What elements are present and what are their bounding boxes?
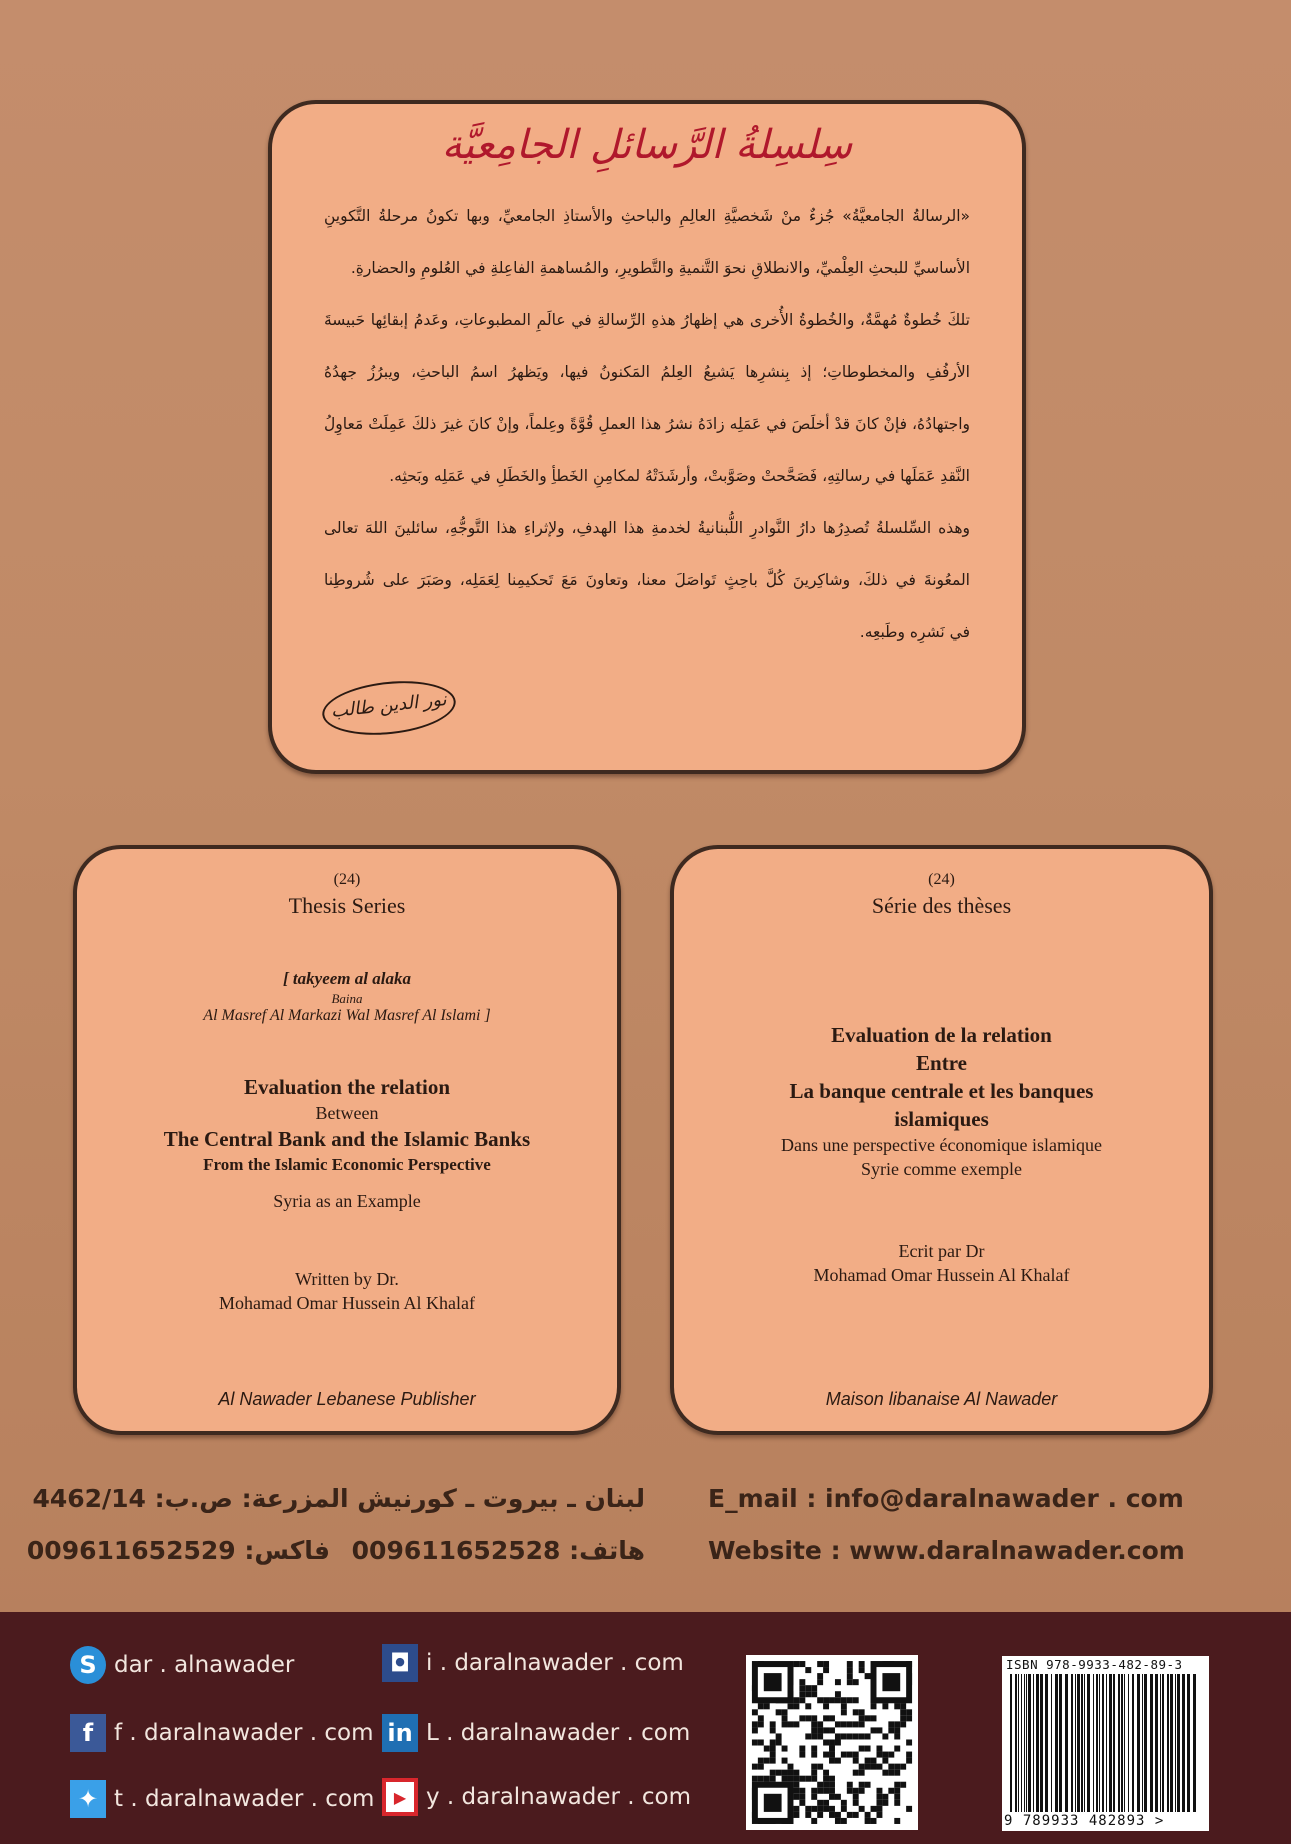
- isbn-barcode: [1002, 1656, 1209, 1831]
- twitter-icon: ✦: [70, 1780, 106, 1818]
- author: Mohamad Omar Hussein Al Khalaf: [219, 1293, 475, 1313]
- series-description-box: [268, 100, 1026, 774]
- social-label: f . daralnawader . com: [114, 1720, 374, 1746]
- paragraph-line: الأساسيِّ للبحثِ العِلْميِّ، والانطلاقِ نحوَ التَّنميةِ والتَّطويرِ، والمُساهمةِ الفاعِلةِ في العُلومِ والحضارةِ.: [350, 259, 970, 277]
- paragraph-line: الأرفُفِ والمخطوطاتِ؛ إذ بِنشرِها يَشيعُ العِلمُ المَكنونُ فيها، ويَظهرُ اسمُ الباحثِ، ويبرُزُ جهدُهُ: [324, 363, 970, 381]
- title-line-4: From the Islamic Economic Perspective: [203, 1155, 491, 1174]
- social-link-instagram[interactable]: [382, 1644, 684, 1682]
- publisher: Al Nawader Lebanese Publisher: [218, 1389, 476, 1409]
- paragraph-line: في نَشرِه وطَبعِه.: [859, 623, 970, 641]
- isbn-digits: 9 789933 482893 >: [1004, 1813, 1165, 1829]
- title-line-3: La banque centrale et les banques: [789, 1079, 1094, 1103]
- subtitle-1: Dans une perspective économique islamique: [781, 1135, 1102, 1155]
- transliteration-baina: Baina: [331, 991, 363, 1006]
- social-link-skype[interactable]: [70, 1646, 294, 1684]
- address: لبنان ـ بيروت ـ كورنيش المزرعة: ص.ب: 4462/14: [32, 1484, 645, 1513]
- title-line-2: Between: [315, 1103, 379, 1123]
- transliteration: [ takyeem al alaka: [283, 969, 411, 988]
- title-line-2: Entre: [916, 1051, 967, 1075]
- series-name: Série des thèses: [871, 893, 1012, 918]
- written-by: Ecrit par Dr: [898, 1241, 985, 1261]
- youtube-icon: ▶: [382, 1778, 418, 1816]
- series-title: سِلسِلةُ الرَّسائلِ الجامِعيَّة: [441, 122, 853, 168]
- facebook-icon: f: [70, 1714, 106, 1752]
- social-label: L . daralnawader . com: [426, 1720, 691, 1746]
- fax: فاكس: 009611652529: [26, 1536, 330, 1565]
- phone: هاتف: 009611652528: [351, 1536, 645, 1565]
- series-description-text: [324, 190, 970, 658]
- english-title-box: [73, 845, 621, 1435]
- social-link-twitter[interactable]: [70, 1780, 374, 1818]
- social-label: t . daralnawader . com: [114, 1786, 375, 1812]
- social-label: dar . alnawader: [114, 1652, 295, 1678]
- instagram-icon: ◘: [382, 1644, 418, 1682]
- title-line-4: islamiques: [894, 1107, 989, 1131]
- skype-icon: S: [70, 1646, 106, 1684]
- social-label: i . daralnawader . com: [426, 1650, 684, 1676]
- title-line-1: Evaluation de la relation: [831, 1023, 1052, 1047]
- linkedin-icon: in: [382, 1714, 418, 1752]
- title-line-3: The Central Bank and the Islamic Banks: [163, 1127, 531, 1151]
- paragraph-line: واجتهادُهُ، فإنْ كانَ قدْ أخلَصَ في عَمَلِه زادَهُ نشرُ هذا العملِ قُوَّةً وعِلماً، وإنْ كانَ غيرَ ذلكَ عَمِلَتْ مَعاوِلُ: [324, 415, 970, 433]
- qr-code: [746, 1655, 918, 1830]
- subtitle: Syria as an Example: [273, 1191, 421, 1211]
- title-line-1: Evaluation the relation: [243, 1075, 451, 1099]
- signature: نور الدين طالب: [320, 675, 459, 741]
- series-number: (24): [928, 871, 955, 888]
- series-name: Thesis Series: [288, 893, 406, 918]
- paragraph-line: «الرسالةُ الجامعيَّةُ» جُزءٌ منْ شَخصيَّةِ العالِمِ والباحثِ والأستاذِ الجامعيِّ، وبها تكونُ مرحلةُ التَّكوينِ: [324, 207, 970, 225]
- author: Mohamad Omar Hussein Al Khalaf: [813, 1265, 1070, 1285]
- subtitle-2: Syrie comme exemple: [861, 1159, 1022, 1179]
- social-label: y . daralnawader . com: [426, 1784, 692, 1810]
- paragraph-line: وهذه السِّلسلةُ تُصدِرُها دارُ النَّوادرِ اللُّبنانيةُ لخدمةِ هذا الهدفِ، ولإثراءِ هذا التَّوجُّهِ، سائلينَ اللهَ تعالى: [324, 519, 970, 537]
- transliteration-rest: Al Masref Al Markazi Wal Masref Al Islami ]: [203, 1007, 491, 1024]
- social-link-facebook[interactable]: [70, 1714, 374, 1752]
- paragraph-line: النَّقدِ عَمَلَها في رسالتِهِ، فَصَحَّحتْ وصَوَّبتْ، وأرشَدَتْهُ لمكامِنِ الخَطأِ والخَطَلِ في عَمَلِه وبَحثِه.: [389, 467, 970, 485]
- series-number: (24): [333, 871, 361, 888]
- social-link-linkedin[interactable]: [382, 1714, 690, 1752]
- publisher: Maison libanaise Al Nawader: [825, 1389, 1058, 1409]
- website-link[interactable]: Website : www.daralnawader.com: [708, 1536, 1185, 1565]
- social-link-youtube[interactable]: [382, 1778, 691, 1816]
- paragraph-line: تلكَ خُطوةٌ مُهمَّةٌ، والخُطوةُ الأُخرى هي إظهارُ هذهِ الرِّسالةِ في عالَمِ المطبوعاتِ، وعَدمُ إبقائِها حَبيسةَ: [324, 311, 970, 329]
- french-title-box: [670, 845, 1213, 1435]
- written-by: Written by Dr.: [295, 1269, 399, 1289]
- paragraph-line: المعُونةَ في ذلكَ، وشاكِرينَ كُلَّ باحِثٍ تَواصَلَ معنا، وتعاونَ مَعَ تَحكيمِنا لِعَمَلِه، وصَبَرَ على شُروطِنا: [324, 571, 970, 589]
- email-link[interactable]: E_mail : info@daralnawader . com: [708, 1484, 1184, 1513]
- isbn-text: ISBN 978-9933-482-89-3: [1006, 1657, 1183, 1672]
